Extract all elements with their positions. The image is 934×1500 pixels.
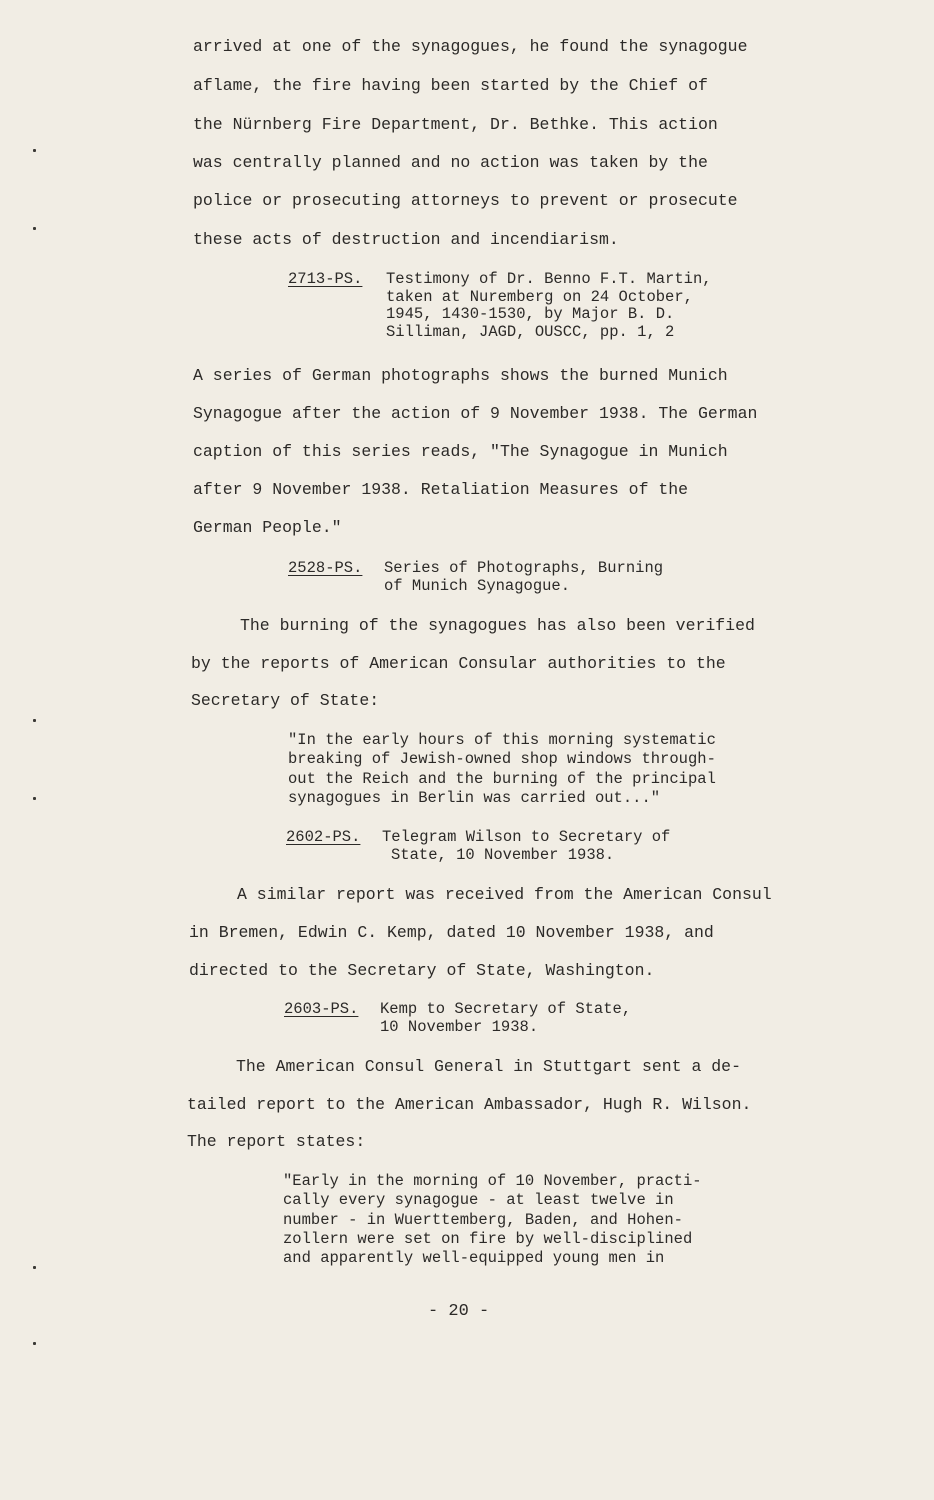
quote-line: breaking of Jewish-owned shop windows through- — [288, 750, 716, 769]
citation-line: Silliman, JAGD, OUSCC, pp. 1, 2 — [386, 322, 675, 341]
citation-text — [386, 271, 712, 341]
text-line: German People." — [193, 518, 342, 537]
citation-2528-ps — [288, 560, 708, 598]
citation-line: Kemp to Secretary of State, — [380, 1000, 632, 1018]
citation-label: 2603-PS. — [284, 1000, 359, 1018]
quote-line: "Early in the morning of 10 November, practi- — [283, 1172, 702, 1190]
quote-line: zollern were set on fire by well-disciplined — [283, 1229, 693, 1248]
citation-line: 1945, 1430-1530, by Major B. D. — [386, 305, 675, 323]
citation-text — [380, 1001, 631, 1036]
citation-2713-ps — [288, 271, 788, 346]
citation-line: Series of Photographs, Burning — [384, 559, 664, 577]
margin-mark — [33, 227, 36, 230]
margin-mark — [33, 719, 36, 722]
margin-mark — [33, 149, 36, 152]
citation-line: taken at Nuremberg on 24 October, — [386, 287, 693, 306]
text-line: was centrally planned and no action was taken by the — [193, 153, 708, 172]
citation-line: of Munich Synagogue. — [384, 576, 571, 595]
quote-line: number - in Wuerttemberg, Baden, and Hohen- — [283, 1210, 683, 1229]
citation-2603-ps — [284, 1001, 704, 1039]
text-line: these acts of destruction and incendiarism. — [193, 230, 619, 249]
text-line: A similar report was received from the American Consul — [237, 885, 772, 904]
text-line: The report states: — [187, 1132, 366, 1151]
quote-line: cally every synagogue - at least twelve in — [283, 1191, 674, 1210]
citation-text — [382, 829, 670, 864]
text-line: aflame, the fire having been started by the Chief of — [193, 76, 708, 95]
quote-line: "In the early hours of this morning systematic — [288, 731, 716, 749]
citation-text — [384, 560, 663, 595]
text-line: in Bremen, Edwin C. Kemp, dated 10 November 1938, and — [189, 923, 714, 942]
text-line: the Nürnberg Fire Department, Dr. Bethke. This action — [193, 115, 718, 134]
quote-line: and apparently well-equipped young men in — [283, 1249, 665, 1268]
citation-label: 2713-PS. — [288, 270, 363, 288]
text-line: Synagogue after the action of 9 November 1938. The German — [193, 404, 758, 423]
page-number: - 20 - — [428, 1302, 490, 1321]
text-line: tailed report to the American Ambassador, Hugh R. Wilson. — [187, 1095, 752, 1114]
citation-2602-ps — [286, 829, 706, 867]
text-line: The American Consul General in Stuttgart sent a de- — [236, 1057, 741, 1076]
quote-line: synagogues in Berlin was carried out..." — [288, 788, 661, 807]
text-line: by the reports of American Consular authorities to the — [191, 654, 726, 673]
citation-line: Telegram Wilson to Secretary of — [382, 828, 671, 846]
citation-line: State, 10 November 1938. — [391, 845, 615, 864]
quote-stuttgart-report — [283, 1172, 702, 1268]
text-line: police or prosecuting attorneys to prevent or prosecute — [193, 191, 738, 210]
text-line: arrived at one of the synagogues, he found the synagogue — [193, 37, 748, 56]
citation-label: 2602-PS. — [286, 828, 361, 846]
citation-label: 2528-PS. — [288, 559, 363, 577]
text-line: A series of German photographs shows the burned Munich — [193, 366, 728, 385]
text-line: after 9 November 1938. Retaliation Measures of the — [193, 480, 689, 499]
margin-mark — [33, 797, 36, 800]
margin-mark — [33, 1342, 36, 1345]
citation-line: 10 November 1938. — [380, 1017, 539, 1036]
quote-line: out the Reich and the burning of the principal — [288, 769, 716, 788]
text-line: caption of this series reads, "The Synagogue in Munich — [193, 442, 728, 461]
text-line: The burning of the synagogues has also been verified — [240, 616, 755, 635]
quote-berlin-telegram — [288, 731, 716, 808]
margin-mark — [33, 1266, 36, 1269]
text-line: Secretary of State: — [191, 691, 380, 710]
text-line: directed to the Secretary of State, Washington. — [189, 961, 655, 980]
citation-line: Testimony of Dr. Benno F.T. Martin, — [386, 270, 712, 288]
